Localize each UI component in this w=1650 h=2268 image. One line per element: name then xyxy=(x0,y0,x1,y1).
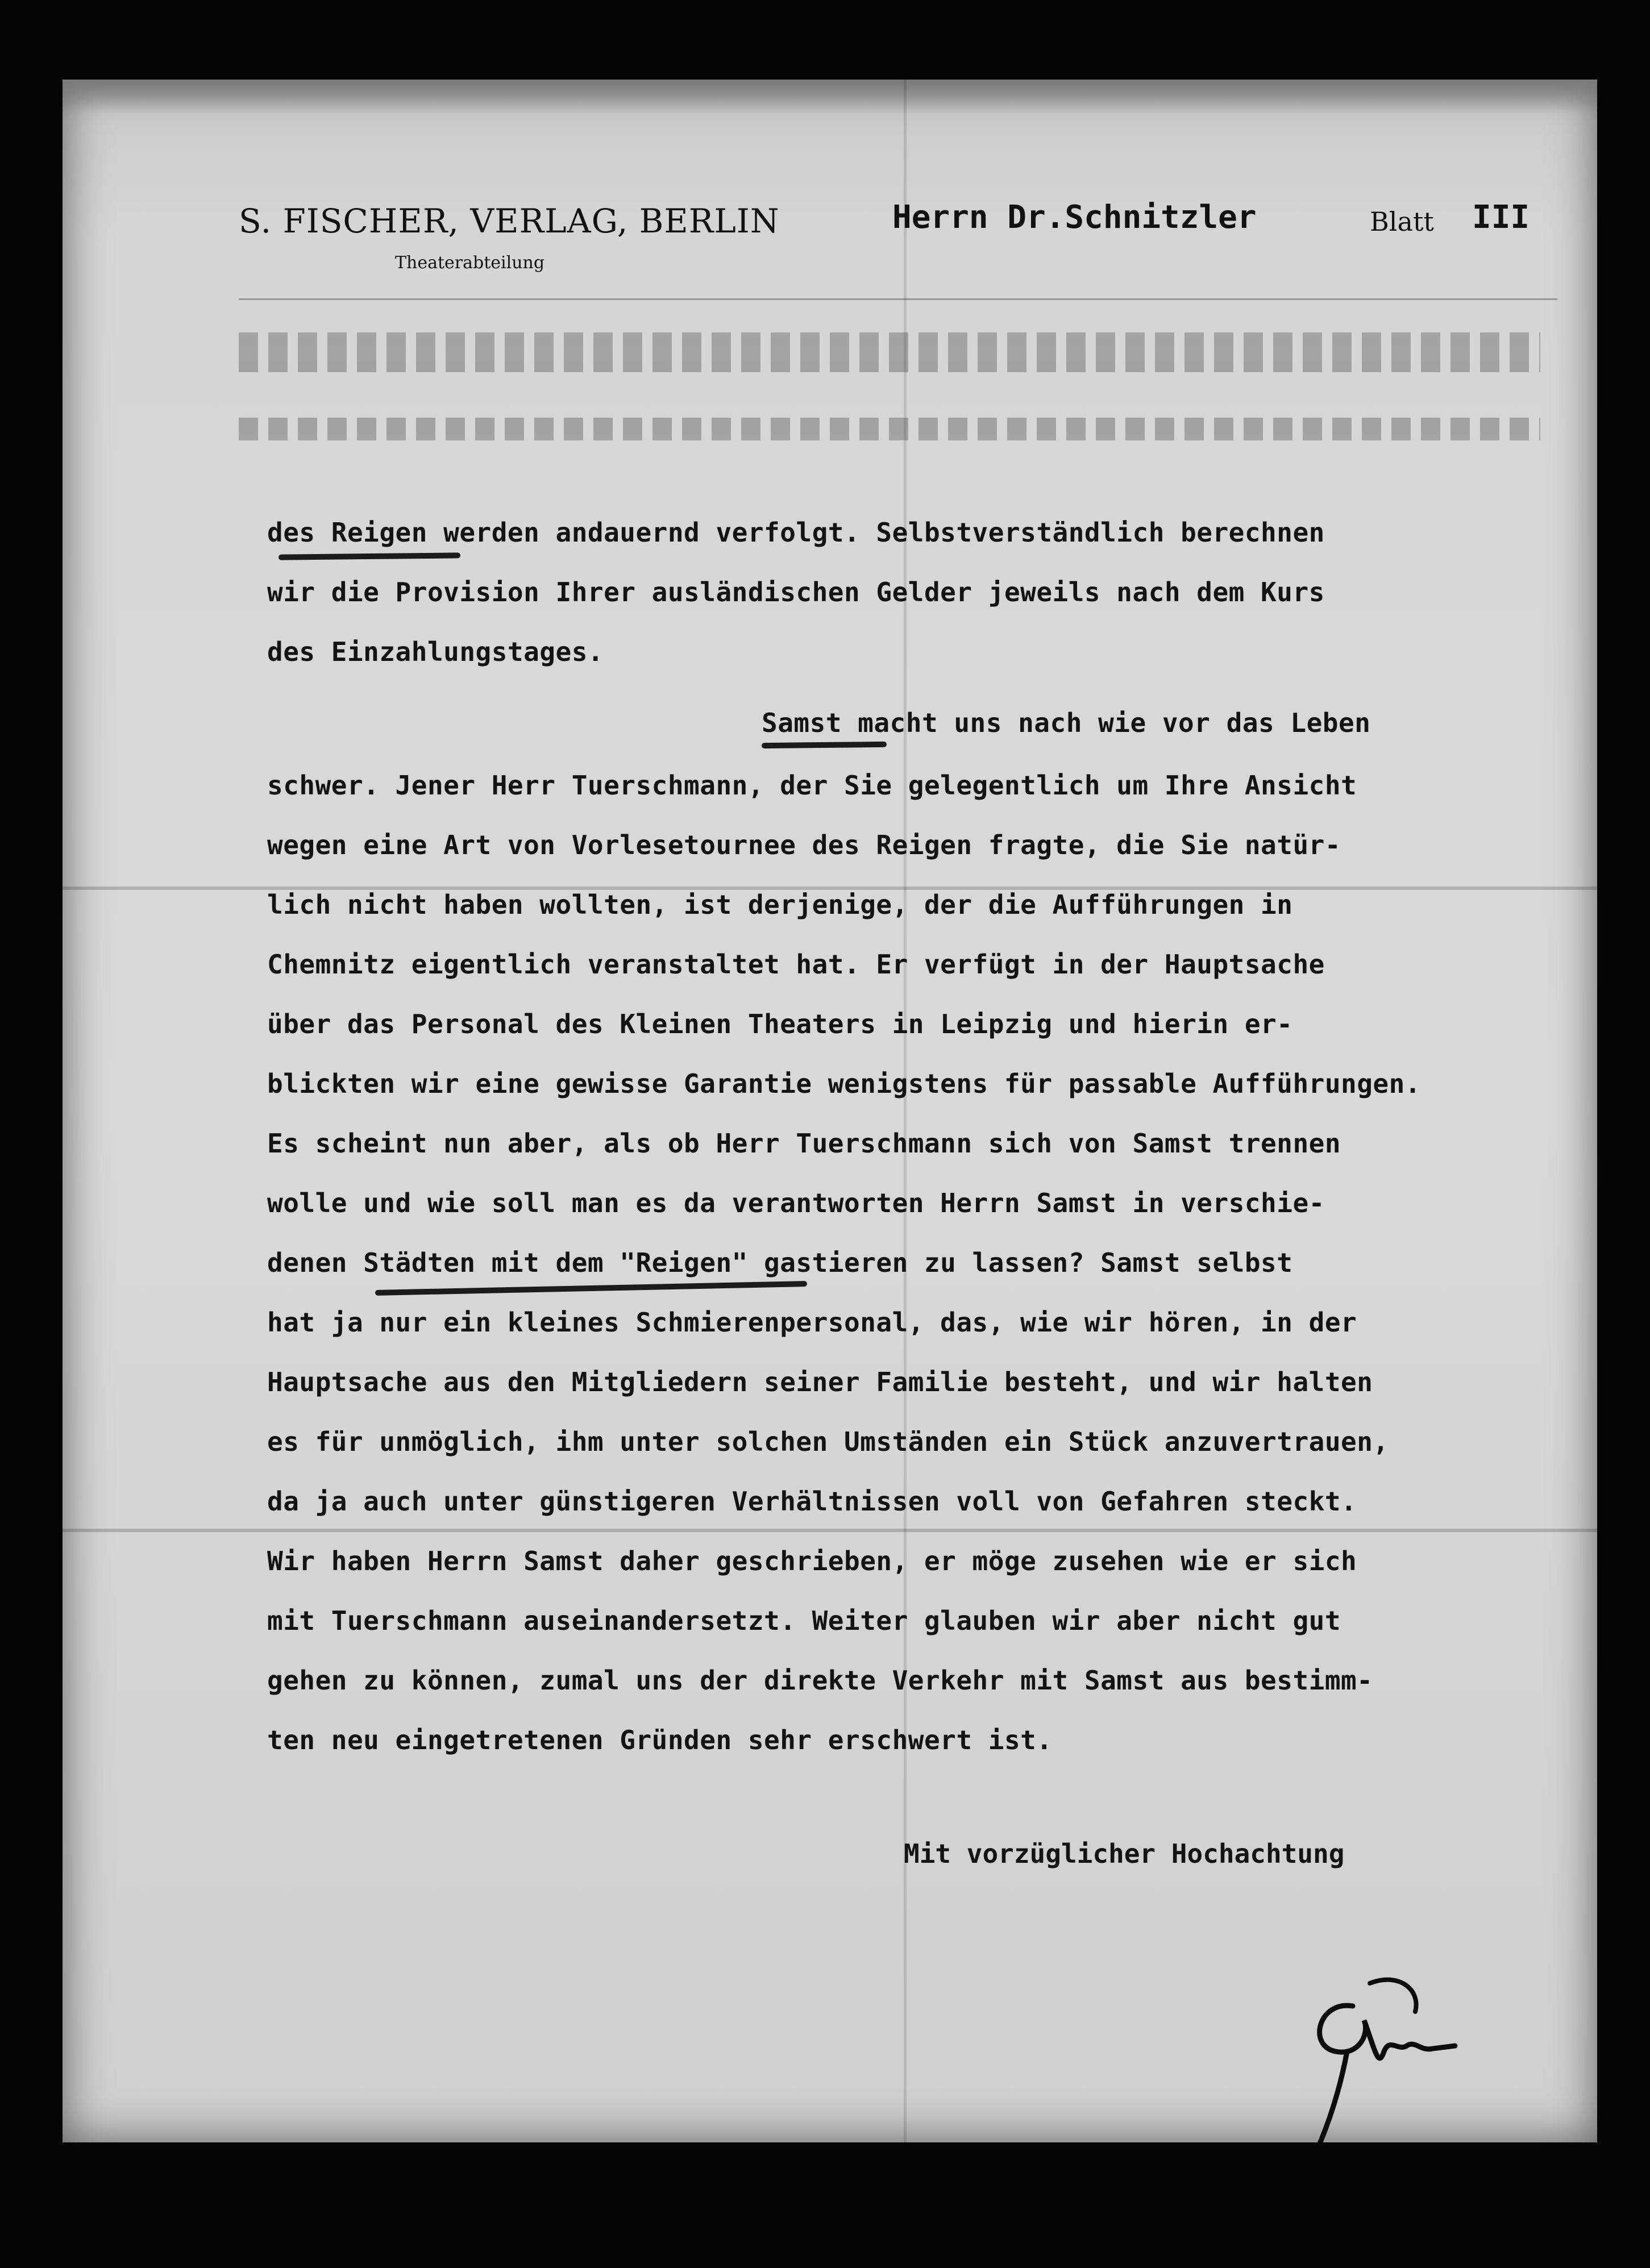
pencil-underline xyxy=(375,1281,807,1296)
body-line: Samst macht uns nach wie vor das Leben xyxy=(762,708,1371,738)
body-line: hat ja nur ein kleines Schmierenpersonal, das, wie wir hören, in der xyxy=(267,1307,1357,1338)
bleed-through-text xyxy=(239,418,1540,440)
body-line: da ja auch unter günstigeren Verhältnissen voll von Gefahren steckt. xyxy=(267,1486,1357,1517)
sheet-label: Blatt xyxy=(1370,206,1434,237)
body-line: Hauptsache aus den Mitgliedern seiner Familie besteht, und wir halten xyxy=(267,1367,1373,1397)
body-line: schwer. Jener Herr Tuerschmann, der Sie gelegentlich um Ihre Ansicht xyxy=(267,770,1357,801)
publisher-name: S. FISCHER, VERLAG, BERLIN xyxy=(239,202,780,240)
body-line: ten neu eingetretenen Gründen sehr erschwert ist. xyxy=(267,1725,1053,1755)
body-line: blickten wir eine gewisse Garantie wenigstens für passable Aufführungen. xyxy=(267,1068,1421,1099)
body-line: denen Städten mit dem "Reigen" gastieren zu lassen? Samst selbst xyxy=(267,1247,1293,1278)
pencil-underline xyxy=(762,742,887,748)
handwritten-signature xyxy=(1285,1966,1523,2142)
letter-sheet xyxy=(63,80,1597,2142)
sheet-top-edge xyxy=(63,80,1597,114)
body-line: wolle und wie soll man es da verantworten Herrn Samst in verschie- xyxy=(267,1188,1325,1218)
body-line: über das Personal des Kleinen Theaters in Leipzig und hierin er- xyxy=(267,1009,1293,1039)
bleed-through-letterhead xyxy=(239,332,1540,463)
body-line: lich nicht haben wollten, ist derjenige, der die Aufführungen in xyxy=(267,889,1293,920)
closing-salutation: Mit vorzüglicher Hochachtung xyxy=(904,1838,1345,1869)
body-line: des Reigen werden andauernd verfolgt. Selbstverständlich berechnen xyxy=(267,517,1325,548)
body-line: Chemnitz eigentlich veranstaltet hat. Er verfügt in der Hauptsache xyxy=(267,949,1325,980)
body-line: Wir haben Herrn Samst daher geschrieben, er möge zusehen wie er sich xyxy=(267,1546,1357,1576)
recipient-name: Herrn Dr.Schnitzler xyxy=(892,199,1257,236)
body-line: Es scheint nun aber, als ob Herr Tuerschmann sich von Samst trennen xyxy=(267,1128,1341,1159)
bleed-through-text xyxy=(239,332,1540,372)
department-name: Theaterabteilung xyxy=(395,253,545,273)
body-line: mit Tuerschmann auseinandersetzt. Weiter glauben wir aber nicht gut xyxy=(267,1605,1341,1636)
body-line: gehen zu können, zumal uns der direkte Verkehr mit Samst aus bestimm- xyxy=(267,1665,1373,1696)
sheet-number: III xyxy=(1472,199,1530,236)
fold-line xyxy=(63,1529,1597,1532)
body-line: wir die Provision Ihrer ausländischen Gelder jeweils nach dem Kurs xyxy=(267,577,1325,607)
pencil-underline xyxy=(279,552,460,560)
body-line: es für unmöglich, ihm unter solchen Umständen ein Stück anzuvertrauen, xyxy=(267,1426,1389,1457)
body-line: des Einzahlungstages. xyxy=(267,636,604,667)
body-line: wegen eine Art von Vorlesetournee des Reigen fragte, die Sie natür- xyxy=(267,830,1341,860)
header-rule xyxy=(239,298,1557,300)
